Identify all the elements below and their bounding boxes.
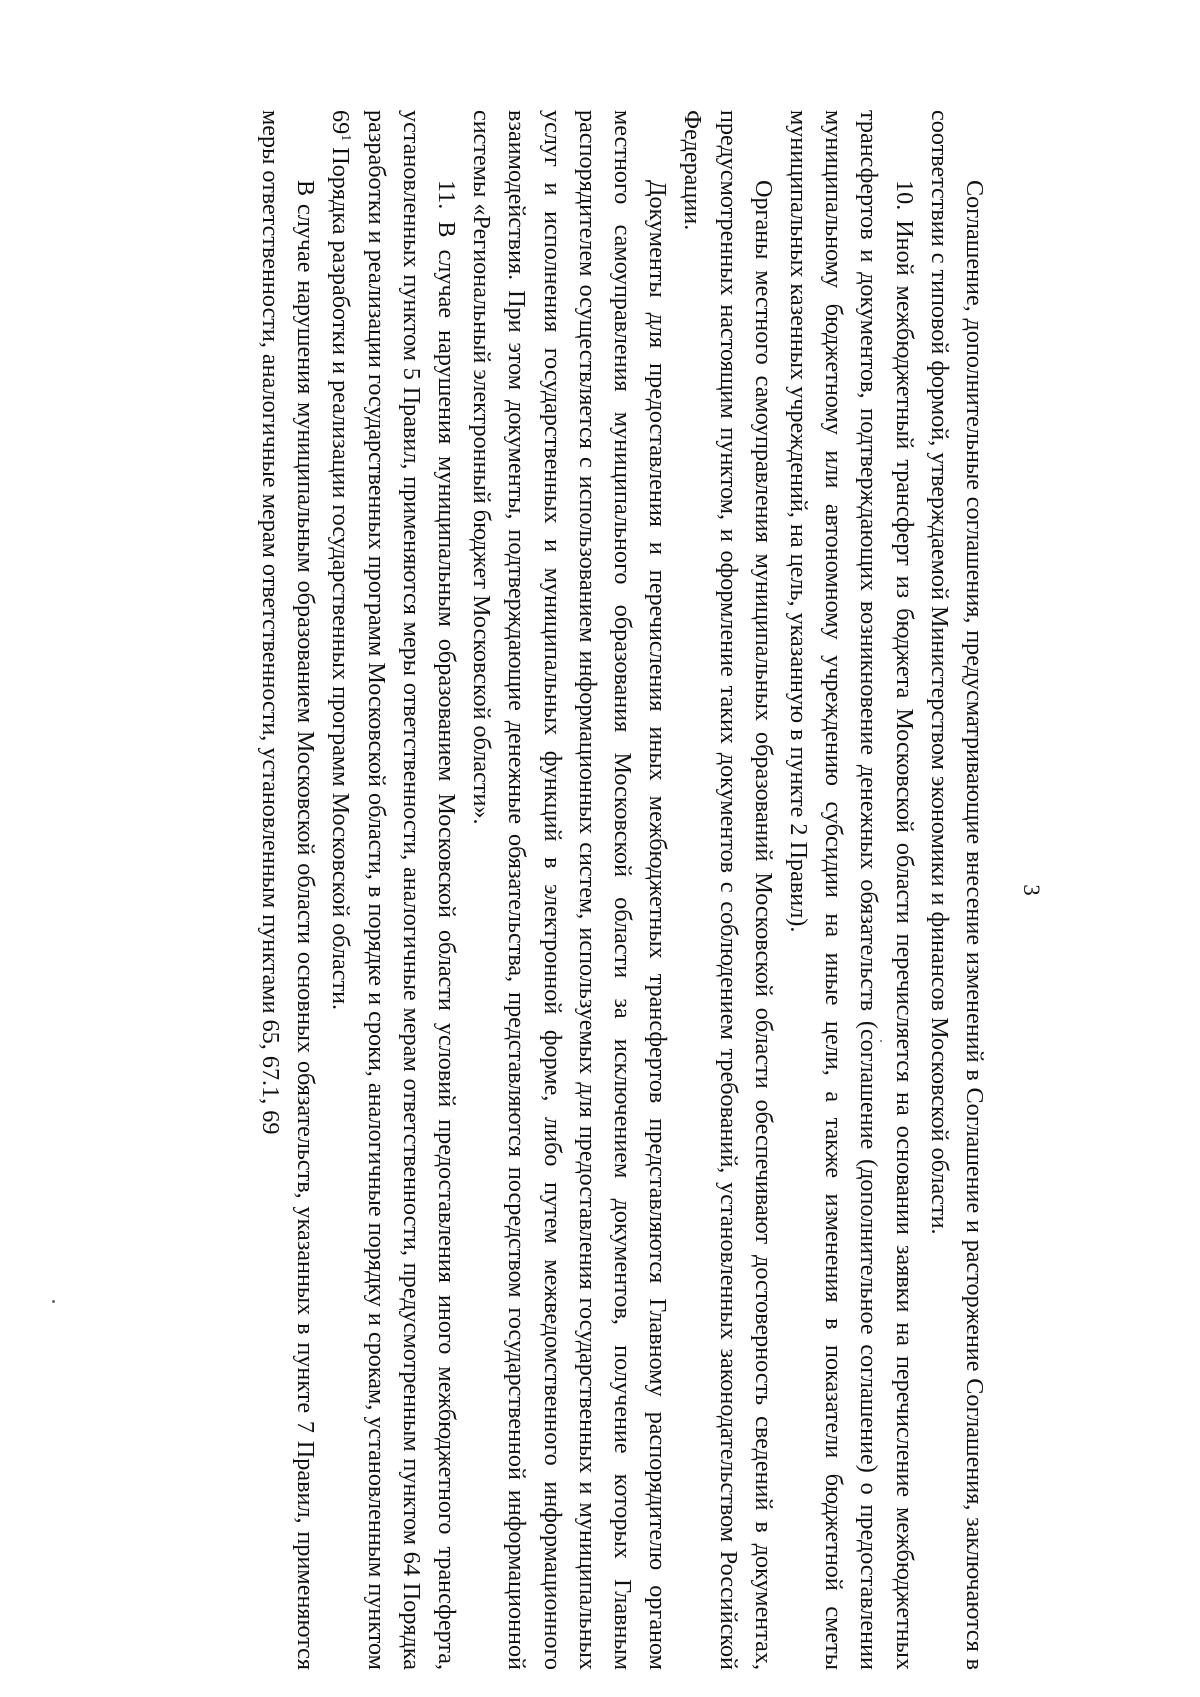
paragraph-4: Документы для предоставления и перечисления иных межбюджетных трансфертов представляются Главному распорядителю органом местного самоуправления муниципального образования Московской области за исключением документов, получение которых Главным распорядителем осуществляется с использованием информационных систем, используемых для предоставления государственных и муниципальных услуг и исполнения государственных и муниципальных функций в электронной форме, либо путем межведомственного информационного взаимодействия. При этом документы, подтверждающие денежные обязательства, представляются посредством государственной информационной системы «Региональный электронный бюджет Московской области». [468,110,672,1670]
paragraph-1: Соглашение, дополнительные соглашения, предусматривающие внесение изменений в Соглашение и расторжение Соглашения, заключаются в соответствии с типовой формой, утверждаемой Министерством экономики и финансов Московской области. [925,110,988,1670]
paragraph-2: 10. Иной межбюджетный трансферт из бюджета Московской области перечисляется на основании заявки на перечисление межбюджетных трансфертов и документов, подтверждающих возникновение денежных обязательств (соглашение (дополнительное соглашение) о предоставлении муниципальному бюджетному или автономному учреждению субсидии на иные цели, а также изменения в показатели бюджетной сметы муниципальных казенных учреждений, на цель, указанную в пункте 2 Правил). [784,110,918,1670]
document-body [253,110,992,1670]
scan-speck [52,1300,55,1303]
page-number: 3 [1019,884,1044,896]
paragraph-3: Органы местного самоуправления муниципальных образований Московской области обеспечивают достоверность сведений в документах, предусмотренных настоящим пунктом, и оформление таких документов с соблюдением требований, установленных законодательством Российской Федерации. [679,110,777,1670]
rotated-text-block [160,110,1044,1670]
paragraph-6: В случае нарушения муниципальным образованием Московской области основных обязательств, указанных в пункте 7 Правил, применяются меры ответственности, аналогичные мерам ответственности, установленным пунктами 65, 67.1, 69 [256,110,320,1670]
superscript: 1 [338,134,354,142]
paragraph-5-text: 11. В случае нарушения муниципальным образованием Московской области условий предоставления иного межбюджетного трансферта, установленных пунктом 5 Правил, применяются меры ответственности, аналогичные мерам ответственности, предусмотренным пунктом 64 Порядка разработки и реализации государственных программ Московской области, в порядке и сроки, аналогичные порядку и срокам, установленным пунктом 69 [327,110,460,1670]
paragraph-5 [323,110,464,1670]
paragraph-5-text-after: Порядка разработки и реализации государственных программ Московской области. [327,141,355,1011]
